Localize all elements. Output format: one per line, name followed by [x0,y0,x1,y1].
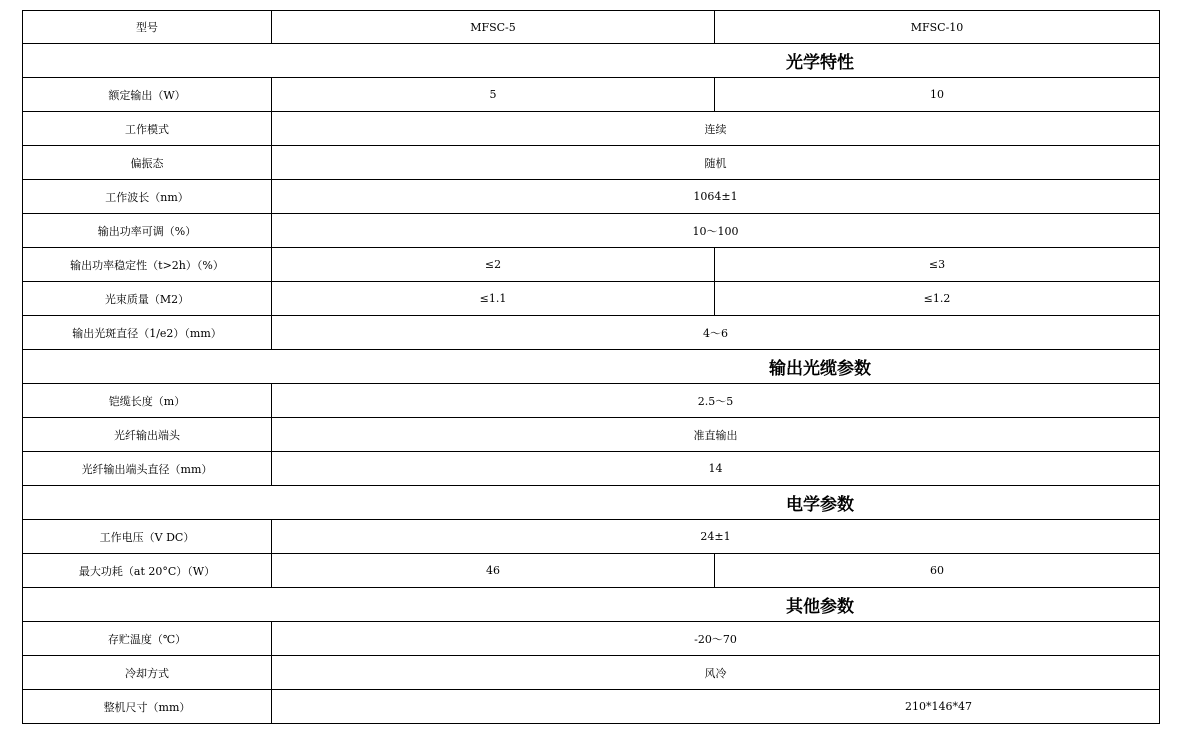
section-title-other: 其他参数 [786,597,854,617]
section-title-optical: 光学特性 [786,53,854,73]
row-value: 4～6 [272,316,1160,350]
spec-table [22,10,1160,724]
table-row [23,622,1160,656]
row-value-1: 5 [272,78,715,112]
row-value-1: ≤2 [272,248,715,282]
table-row [23,112,1160,146]
row-value-2: ≤1.2 [715,282,1160,316]
table-row [23,554,1160,588]
table-row [23,452,1160,486]
table-row [23,316,1160,350]
row-label: 工作模式 [23,112,272,146]
header-model-1: MFSC-5 [272,11,715,44]
section-row-other [23,588,1160,622]
row-value: 风冷 [272,656,1160,690]
table-row [23,214,1160,248]
header-label: 型号 [23,11,272,44]
row-label: 光纤输出端头 [23,418,272,452]
row-label: 光纤输出端头直径（mm） [23,452,272,486]
table-row [23,78,1160,112]
row-value: 14 [272,452,1160,486]
row-value-2: ≤3 [715,248,1160,282]
row-value: 随机 [272,146,1160,180]
row-value: -20～70 [272,622,1160,656]
row-value-1: 46 [272,554,715,588]
row-label: 输出功率可调（%） [23,214,272,248]
table-row [23,282,1160,316]
row-label: 额定输出（W） [23,78,272,112]
table-row [23,146,1160,180]
row-value: 2.5～5 [272,384,1160,418]
section-row-optical [23,44,1160,78]
section-row-fiber [23,350,1160,384]
table-row [23,384,1160,418]
header-model-2: MFSC-10 [715,11,1160,44]
row-label: 存贮温度（℃） [23,622,272,656]
row-label: 输出光斑直径（1/e2）（mm） [23,316,272,350]
row-value-1: ≤1.1 [272,282,715,316]
row-value: 1064±1 [272,180,1160,214]
row-label: 铠缆长度（m） [23,384,272,418]
row-value: 准直输出 [272,418,1160,452]
table-row [23,180,1160,214]
table-row [23,656,1160,690]
row-value: 210*146*47 [905,700,972,713]
row-label: 冷却方式 [23,656,272,690]
table-row [23,520,1160,554]
row-label: 光束质量（M2） [23,282,272,316]
row-value: 24±1 [272,520,1160,554]
row-value: 连续 [272,112,1160,146]
row-value-2: 10 [715,78,1160,112]
header-row [23,11,1160,44]
row-label: 工作波长（nm） [23,180,272,214]
row-value-2: 60 [715,554,1160,588]
row-label: 偏振态 [23,146,272,180]
section-title-fiber: 输出光缆参数 [769,359,871,379]
section-title-electrical: 电学参数 [786,495,854,515]
table-row [23,690,1160,724]
row-label: 最大功耗（at 20°C）（W） [23,554,272,588]
row-label: 工作电压（V DC） [23,520,272,554]
row-value: 10～100 [272,214,1160,248]
row-label: 输出功率稳定性（t>2h）（%） [23,248,272,282]
section-row-electrical [23,486,1160,520]
table-row [23,418,1160,452]
table-row [23,248,1160,282]
row-label: 整机尺寸（mm） [23,690,272,724]
